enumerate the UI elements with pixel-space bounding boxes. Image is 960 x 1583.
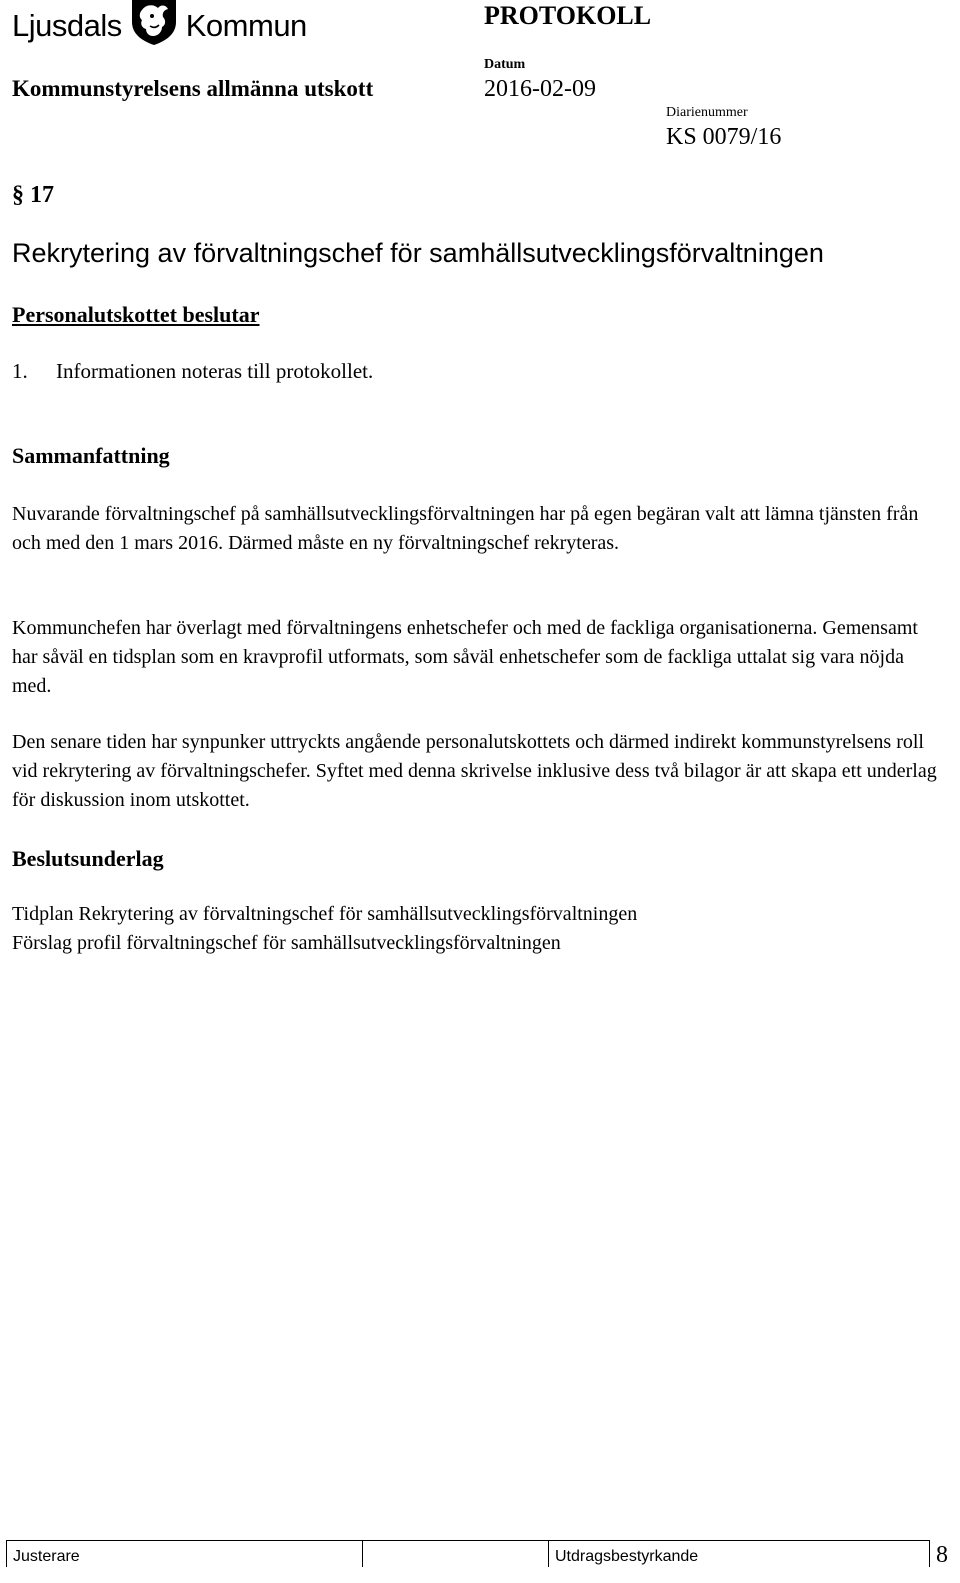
diarie-label: Diarienummer	[666, 105, 748, 120]
decision-item-number: 1.	[12, 359, 28, 383]
decision-item	[12, 356, 373, 386]
basis-item: Förslag profil förvaltningschef för samhällsutvecklingsförvaltningen	[12, 932, 561, 954]
footer-justerare-cell	[6, 1541, 362, 1567]
summary-paragraph: Nuvarande förvaltningschef på samhällsutvecklingsförvaltningen har på egen begäran valt att lämna tjänsten från och med den 1 mars 2016. Därmed måste en ny förvaltningschef rekryteras.	[12, 503, 919, 554]
page-number: 8	[936, 1542, 948, 1568]
municipality-logo	[12, 2, 307, 46]
diarie-value: KS 0079/16	[666, 124, 782, 150]
basis-list	[12, 900, 637, 958]
footer-utdrag-cell	[548, 1541, 930, 1567]
summary-heading: Sammanfattning	[12, 443, 170, 468]
footer-blank-cell	[362, 1541, 548, 1567]
basis-heading: Beslutsunderlag	[12, 846, 164, 871]
logo-text-right: Kommun	[185, 8, 307, 43]
justerare-label: Justerare	[13, 1548, 80, 1565]
committee-name: Kommunstyrelsens allmänna utskott	[12, 76, 374, 101]
item-title: Rekrytering av förvaltningschef för samhällsutvecklingsförvaltningen	[12, 238, 824, 268]
decision-heading: Personalutskottet beslutar	[12, 302, 260, 327]
section-number	[12, 180, 54, 210]
utdrag-label: Utdragsbestyrkande	[555, 1548, 699, 1565]
summary-paragraph: Kommunchefen har överlagt med förvaltningens enhetschefer och med de fackliga organisationerna. Gemensamt har såväl en tidsplan som en kravprofil utformats, som såväl enhetschefer som de fackliga uttalat sig vara nöjda med.	[12, 617, 918, 697]
section-number-value: 17	[30, 182, 54, 208]
basis-item: Tidplan Rekrytering av förvaltningschef för samhällsutvecklingsförvaltningen	[12, 903, 638, 925]
date-value: 2016-02-09	[484, 76, 596, 102]
coat-of-arms-icon	[128, 0, 180, 46]
logo-text-left: Ljusdals	[12, 8, 122, 43]
date-label: Datum	[484, 57, 526, 72]
summary-paragraph: Den senare tiden har synpunker uttryckts angående personalutskottets och därmed indirekt kommunstyrelsens roll vid rekrytering av förvaltningschefer. Syftet med denna skrivelse inklusive dess två bilagor är att skapa ett underlag för diskussion inom utskottet.	[12, 731, 937, 811]
document-type: PROTOKOLL	[484, 1, 652, 30]
section-symbol: §	[12, 182, 24, 208]
decision-item-text: Informationen noteras till protokollet.	[56, 359, 374, 383]
